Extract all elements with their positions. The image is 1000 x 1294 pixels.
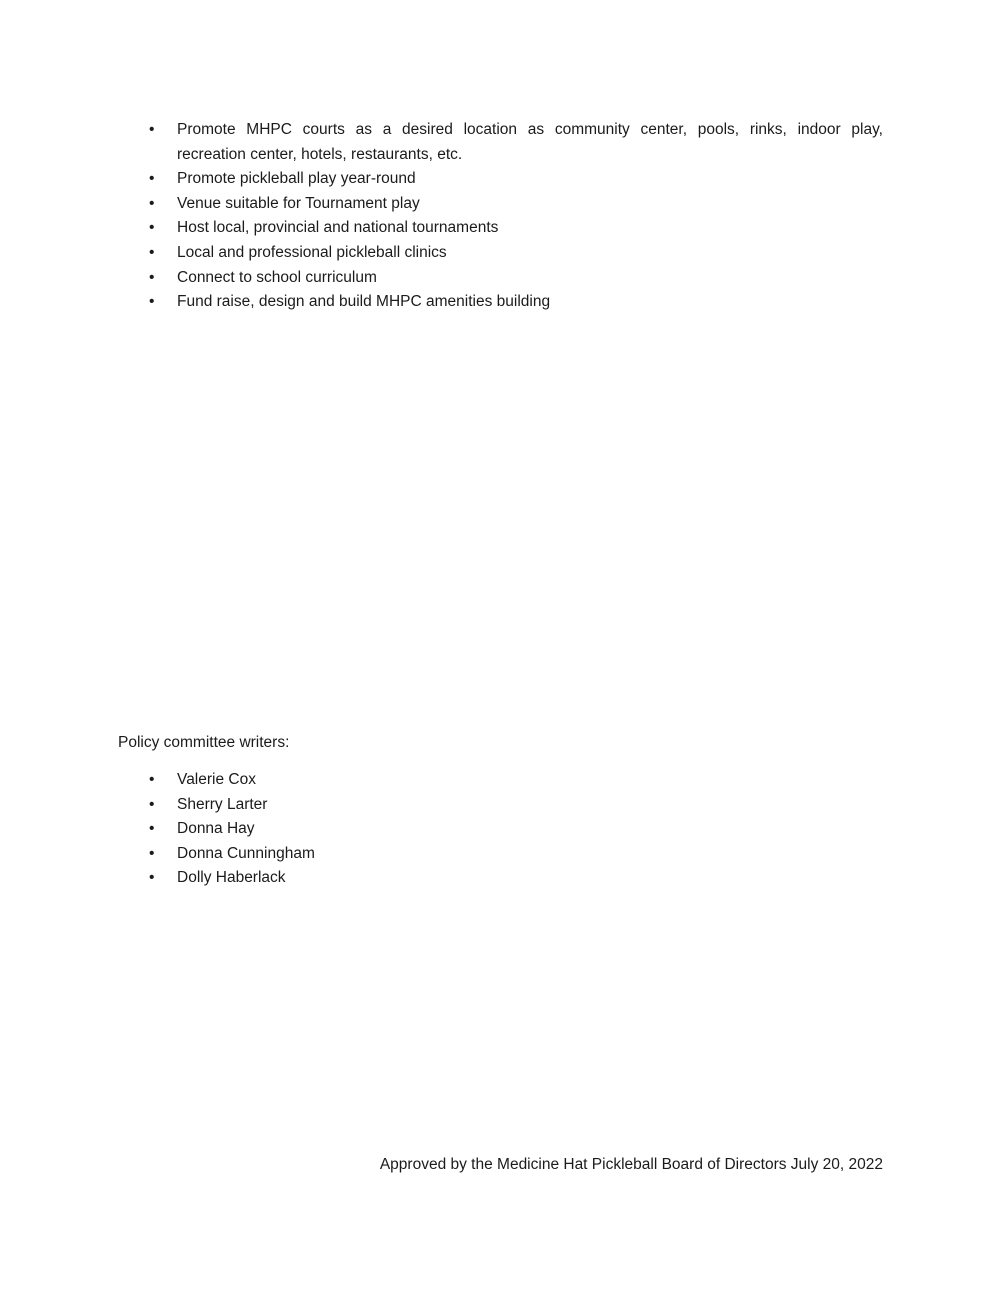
writer-name: Donna Cunningham — [177, 844, 315, 862]
bullet-icon: • — [149, 771, 155, 788]
list-item — [0, 290, 883, 315]
bullet-icon: • — [149, 170, 155, 188]
bullet-item-text: Fund raise, design and build MHPC amenities building — [177, 293, 551, 311]
list-item — [0, 241, 883, 266]
writer-name: Donna Hay — [177, 820, 255, 838]
approval-statement: Approved by the Medicine Hat Pickleball Board of Directors July 20, 2022 — [379, 1156, 883, 1173]
writers-heading: Policy committee writers: — [118, 734, 290, 751]
list-item — [0, 793, 883, 818]
writer-name: Valerie Cox — [177, 771, 256, 788]
bullet-icon: • — [149, 869, 155, 887]
list-item — [0, 768, 883, 793]
bullet-item-text: Connect to school curriculum — [177, 268, 377, 286]
bullet-icon: • — [149, 268, 155, 286]
list-item — [0, 842, 883, 867]
bullet-icon: • — [149, 795, 155, 813]
list-item — [0, 266, 883, 291]
writers-bullet-list — [0, 768, 883, 891]
bullet-item-text: Host local, provincial and national tournaments — [177, 219, 499, 237]
bullet-item-text: Local and professional pickleball clinics — [177, 243, 447, 261]
bullet-icon: • — [149, 219, 155, 237]
bullet-item-text: Venue suitable for Tournament play — [177, 194, 420, 212]
list-item — [0, 216, 883, 241]
list-item — [0, 817, 883, 842]
list-item — [0, 118, 883, 167]
bullet-item-text: Promote pickleball play year-round — [177, 170, 416, 188]
writer-name: Dolly Haberlack — [177, 869, 286, 887]
bullet-icon: • — [149, 121, 155, 138]
bullet-icon: • — [149, 844, 155, 862]
bullet-item-text: Promote MHPC courts as a desired location as community center, pools, rinks, indoor play, — [177, 121, 883, 138]
goals-bullet-list — [0, 118, 883, 315]
list-item — [0, 167, 883, 192]
writer-name: Sherry Larter — [177, 795, 268, 813]
bullet-icon: • — [149, 194, 155, 212]
list-item — [0, 192, 883, 217]
bullet-icon: • — [149, 820, 155, 838]
list-item — [0, 866, 883, 891]
bullet-icon: • — [149, 243, 155, 261]
bullet-icon: • — [149, 293, 155, 311]
bullet-item-text: recreation center, hotels, restaurants, etc. — [177, 145, 463, 163]
